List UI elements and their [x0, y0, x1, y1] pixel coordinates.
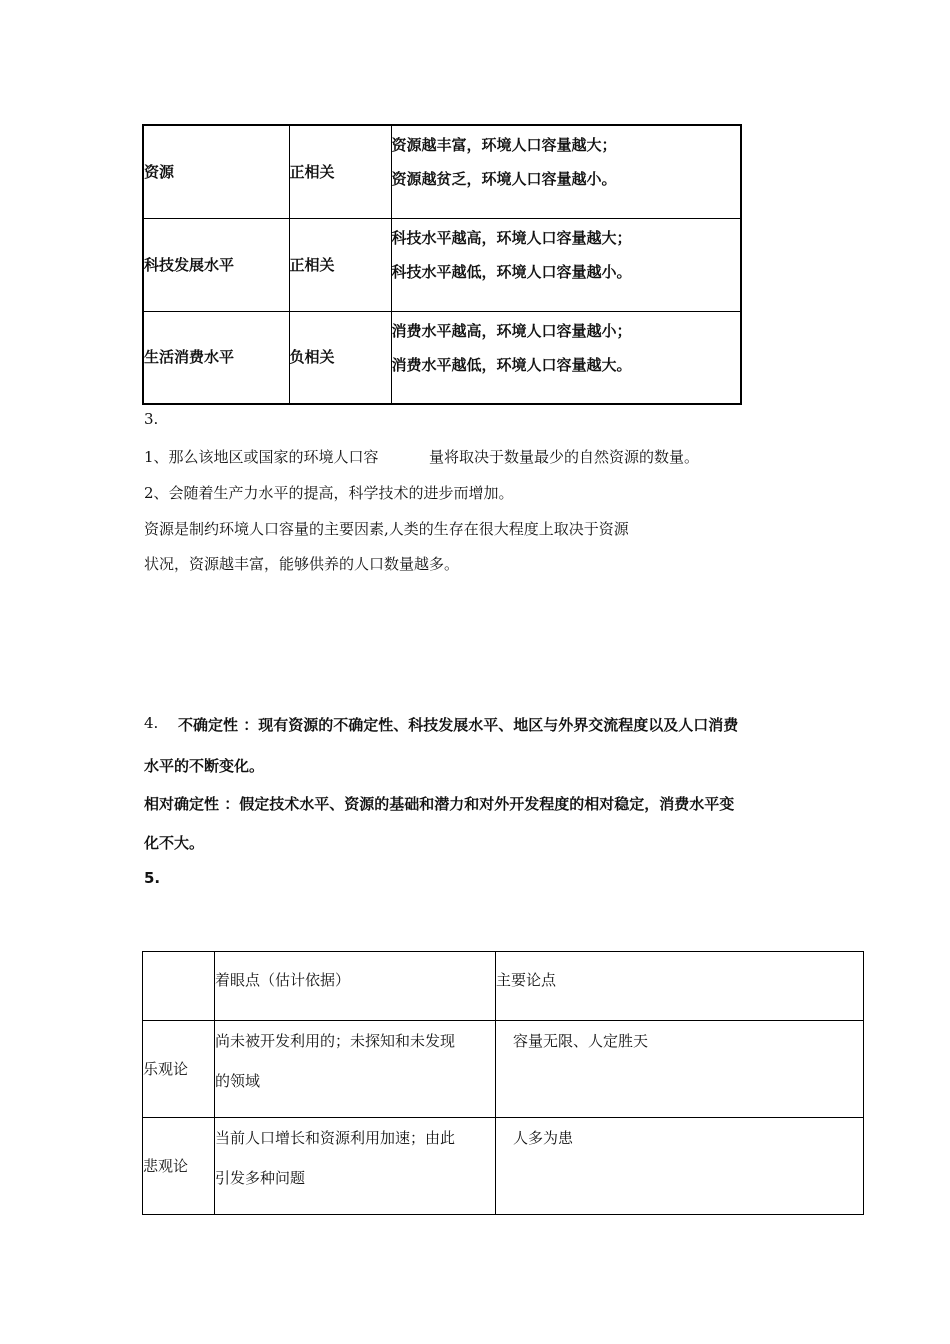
view-cell: 乐观论 [143, 1021, 215, 1118]
section-5-number: 5. [144, 869, 161, 887]
relative-certainty-line-1: 相对确定性 ：假定技术水平、资源的基础和潜力和对外开发程度的相对稳定，消费水平变 [144, 795, 735, 813]
table-header-row [143, 952, 864, 1021]
section-4-number: 4. [144, 714, 159, 732]
table-row [143, 1021, 864, 1118]
viewpoints-table [142, 951, 864, 1215]
explanation-cell: 消费水平越高，环境人口容量越小； 消费水平越低，环境人口容量越大。 [391, 311, 741, 404]
section-3-paragraph-line-2: 状况，资源越丰富，能够供养的人口数量越多。 [144, 555, 460, 573]
relation-cell: 正相关 [289, 218, 391, 311]
header-cell-basis: 着眼点（估计依据） [215, 952, 496, 1021]
explanation-cell: 科技水平越高，环境人口容量越大； 科技水平越低，环境人口容量越小。 [391, 218, 741, 311]
population-capacity-factor-table [142, 124, 742, 405]
basis-cell: 尚未被开发利用的；未探知和未发现 的领域 [215, 1021, 496, 1118]
table-row [143, 311, 741, 404]
explanation-cell: 资源越丰富，环境人口容量越大； 资源越贫乏，环境人口容量越小。 [391, 125, 741, 218]
table-row [143, 125, 741, 218]
header-cell-empty [143, 952, 215, 1021]
section-3-paragraph-line-1: 资源是制约环境人口容量的主要因素,人类的生存在很大程度上取决于资源 [144, 520, 629, 538]
table-row [143, 1118, 864, 1215]
relative-certainty-line-2: 化不大。 [144, 834, 205, 852]
relation-cell: 正相关 [289, 125, 391, 218]
factor-cell: 生活消费水平 [143, 311, 289, 404]
factor-cell: 科技发展水平 [143, 218, 289, 311]
section-3-item-1a: 1、那么该地区或国家的环境人口容 [144, 448, 379, 466]
section-3-item-2: 2、会随着生产力水平的提高，科学技术的进步而增加。 [144, 484, 514, 502]
relation-cell: 负相关 [289, 311, 391, 404]
basis-cell: 当前人口增长和资源利用加速；由此 引发多种问题 [215, 1118, 496, 1215]
argument-cell: 人多为患 [496, 1118, 864, 1215]
factor-cell: 资源 [143, 125, 289, 218]
section-3-number: 3. [144, 410, 159, 428]
uncertainty-line-1: 不确定性 ：现有资源的不确定性、科技发展水平、地区与外界交流程度以及人口消费 [178, 716, 739, 734]
header-cell-argument: 主要论点 [496, 952, 864, 1021]
view-cell: 悲观论 [143, 1118, 215, 1215]
argument-cell: 容量无限、人定胜天 [496, 1021, 864, 1118]
table-row [143, 218, 741, 311]
section-3-item-1b: 量将取决于数量最少的自然资源的数量。 [429, 448, 700, 466]
uncertainty-line-2: 水平的不断变化。 [144, 757, 265, 775]
